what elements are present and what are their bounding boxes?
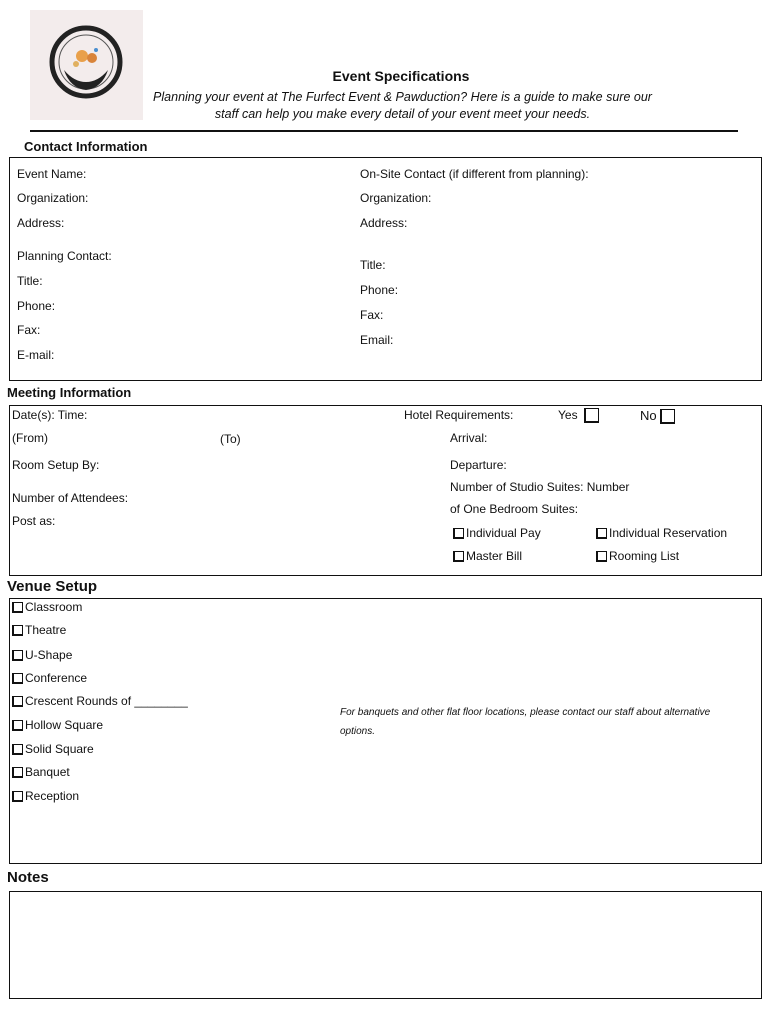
venue-note: For banquets and other flat floor locations, please contact our staff about alternative options. [340,707,711,737]
venue-option-conference[interactable] [12,671,87,685]
email-label: E-mail: [17,348,55,362]
onsite-organization-label: Organization: [360,191,432,205]
venue-option-reception[interactable] [12,789,79,803]
onsite-title-label: Title: [360,258,386,272]
u-shape-label: U-Shape [25,648,73,662]
venue-option-banquet[interactable] [12,765,70,779]
individual-reservation-checkbox[interactable] [596,528,607,539]
post-as-label: Post as: [12,514,56,528]
classroom-label: Classroom [25,600,83,614]
venue-option-theatre[interactable] [12,623,66,637]
venue-option-u-shape[interactable] [12,648,72,662]
u-shape-checkbox[interactable] [12,650,23,661]
studio-suites-label: Number of Studio Suites: Number [450,480,630,494]
hotel-no-option[interactable] [640,408,677,424]
individual-reservation-option[interactable] [596,526,727,540]
rooming-list-label: Rooming List [609,549,680,563]
hotel-yes-option[interactable] [558,408,601,423]
reception-label: Reception [25,789,80,803]
onsite-address-label: Address: [360,216,408,230]
conference-label: Conference [25,671,88,685]
contact-heading: Contact Information [24,139,148,154]
attendees-label: Number of Attendees: [12,491,129,505]
no-label: No [640,408,657,423]
onsite-phone-label: Phone: [360,283,399,297]
individual-pay-label: Individual Pay [466,526,541,540]
master-bill-option[interactable] [453,549,522,563]
notes-heading: Notes [7,869,49,886]
notes-field[interactable] [9,891,762,999]
planning-contact-label: Planning Contact: [17,249,112,263]
address-label: Address: [17,216,65,230]
individual-reservation-label: Individual Reservation [609,526,728,540]
venue-option-solid-square[interactable] [12,742,94,756]
individual-pay-option[interactable] [453,526,541,540]
onsite-contact-label: On-Site Contact (if different from planning): [360,167,589,181]
organization-label: Organization: [17,191,89,205]
from-label: (From) [12,431,48,445]
solid-square-label: Solid Square [25,742,94,756]
theatre-label: Theatre [25,623,67,637]
conference-checkbox[interactable] [12,673,23,684]
hollow-square-checkbox[interactable] [12,720,23,731]
venue-option-hollow-square[interactable] [12,718,103,732]
onsite-fax-label: Fax: [360,308,384,322]
onsite-email-label: Email: [360,333,394,347]
logo [30,10,143,120]
reception-checkbox[interactable] [12,791,23,802]
yes-checkbox[interactable] [584,408,599,423]
page-subtitle: Planning your event at The Furfect Event & Pawduction? Here is a guide to make sure our staff can help you make every detail of your event meet your needs. [153,90,652,121]
no-checkbox[interactable] [660,409,675,424]
hotel-requirements-label: Hotel Requirements: [404,408,514,422]
meeting-heading: Meeting Information [7,385,132,400]
rooming-list-checkbox[interactable] [596,551,607,562]
solid-square-checkbox[interactable] [12,744,23,755]
hollow-square-label: Hollow Square [25,718,104,732]
header-divider [30,130,738,132]
venue-heading: Venue Setup [7,578,98,595]
dates-time-label: Date(s): Time: [12,408,88,422]
logo-emblem-icon [30,10,143,120]
room-setup-label: Room Setup By: [12,458,100,472]
page-title: Event Specifications [332,68,470,84]
banquet-checkbox[interactable] [12,767,23,778]
fax-label: Fax: [17,323,41,337]
title-label: Title: [17,274,43,288]
theatre-checkbox[interactable] [12,625,23,636]
one-bedroom-suites-label: of One Bedroom Suites: [450,502,579,516]
venue-option-crescent-rounds[interactable] [12,694,188,708]
banquet-label: Banquet [25,765,70,779]
venue-option-classroom[interactable] [12,600,82,614]
classroom-checkbox[interactable] [12,602,23,613]
to-label: (To) [220,432,241,446]
crescent-rounds-label: Crescent Rounds of ________ [25,694,188,708]
crescent-rounds-checkbox[interactable] [12,696,23,707]
master-bill-label: Master Bill [466,549,523,563]
phone-label: Phone: [17,299,56,313]
rooming-list-option[interactable] [596,549,679,563]
yes-label: Yes [558,408,578,422]
event-name-label: Event Name: [17,167,87,181]
departure-label: Departure: [450,458,507,472]
master-bill-checkbox[interactable] [453,551,464,562]
individual-pay-checkbox[interactable] [453,528,464,539]
arrival-label: Arrival: [450,431,488,445]
